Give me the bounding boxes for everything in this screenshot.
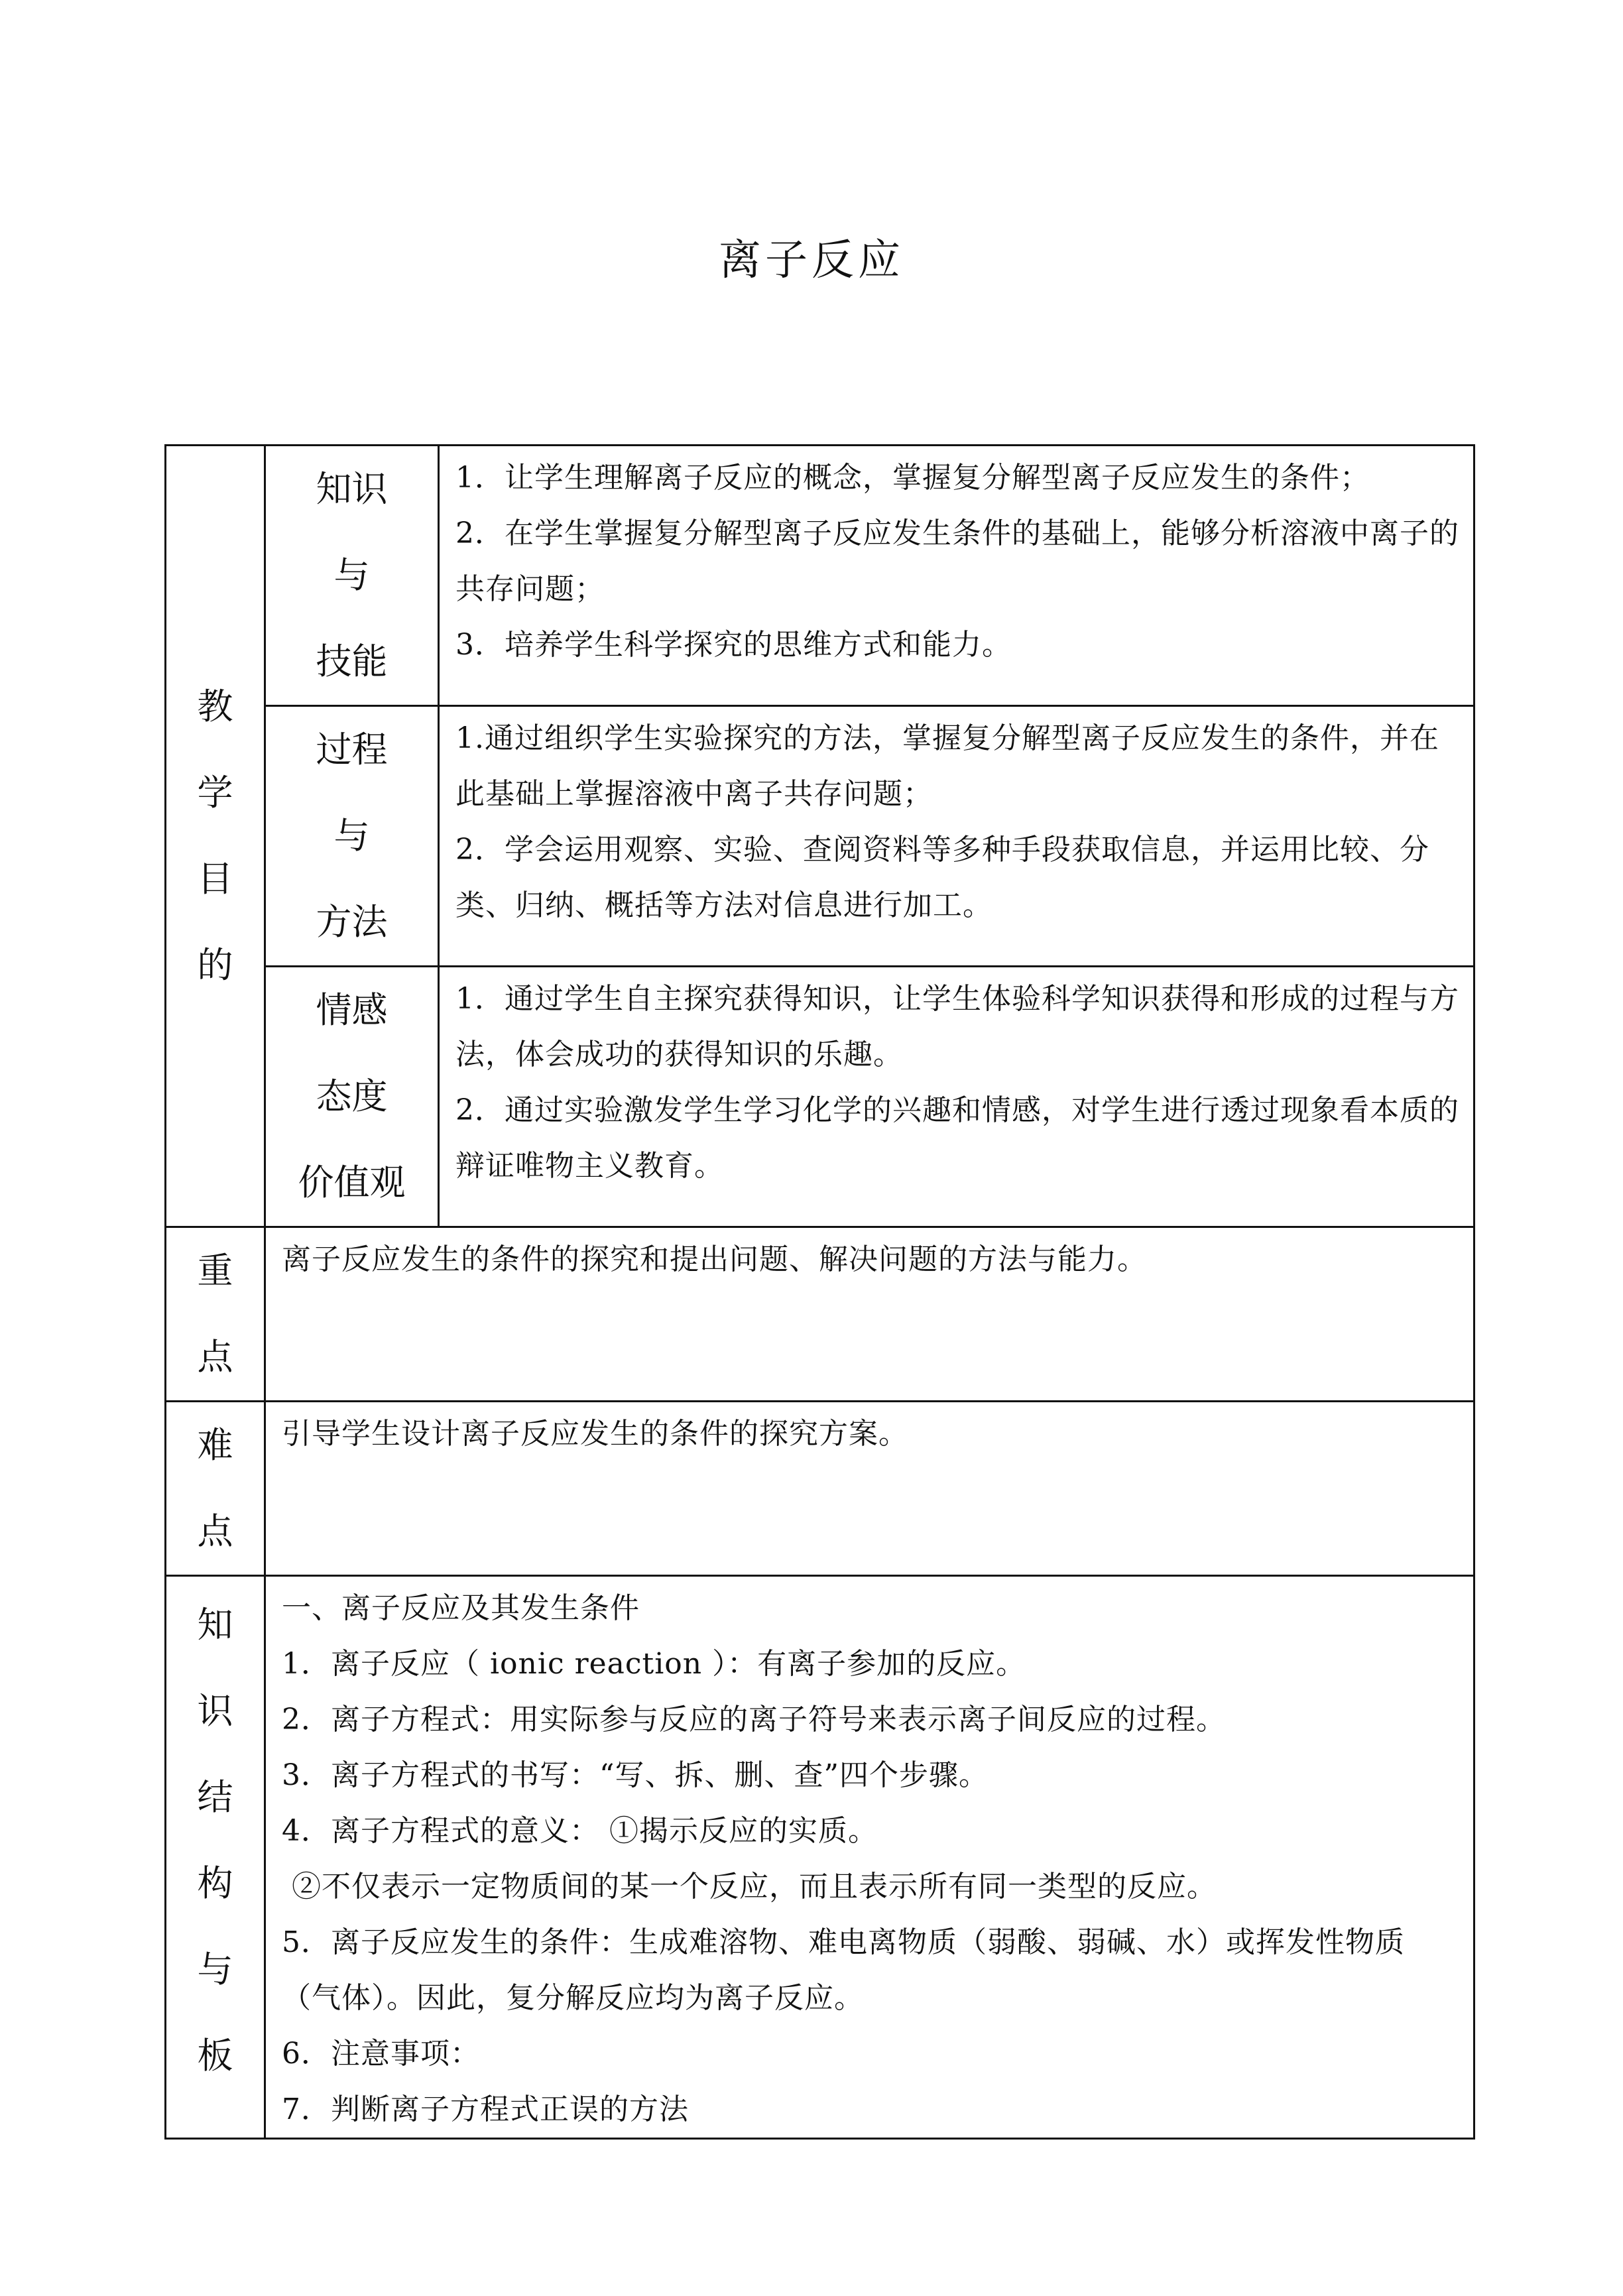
structure-line: 3．离子方程式的书写：“写、拆、删、查”四个步骤。 [282,1758,989,1792]
objective-row-process [166,706,1474,967]
structure-line: 4．离子方程式的意义： ①揭示反应的实质。 [282,1814,878,1848]
objective-item: 2．学会运用观察、实验、查阅资料等多种手段获取信息，并运用比较、分类、归纳、概括等方法对信息进行加工。 [455,833,1429,922]
structure-line: 1．离子反应（ ionic reaction ）：有离子参加的反应。 [282,1647,1026,1681]
objective-row-attitude [166,967,1474,1227]
difficulty-label: 难 点 [166,1402,265,1576]
objectives-label-char: 教 [197,686,233,727]
knowledge-skills-label: 知识 与 技能 [265,446,439,706]
knowledge-skills-content [439,446,1474,706]
structure-row [166,1576,1474,2139]
focus-label: 重 点 [166,1227,265,1402]
structure-line: 2．离子方程式：用实际参与反应的离子符号来表示离子间反应的过程。 [282,1703,1226,1736]
attitude-values-label: 情感 态度 价值观 [265,967,439,1227]
difficulty-content: 引导学生设计离子反应发生的条件的探究方案。 [265,1402,1474,1576]
objective-item: 1.通过组织学生实验探究的方法，掌握复分解型离子反应发生的条件，并在此基础上掌握溶液中离子共存问题； [455,721,1439,811]
structure-line: 5．离子反应发生的条件：生成难溶物、难电离物质（弱酸、弱碱、水）或挥发性物质（气体）。因此，复分解反应均为离子反应。 [282,1925,1405,2015]
process-methods-content [439,706,1474,967]
difficulty-row [166,1402,1474,1576]
objective-item: 1．通过学生自主探究获得知识，让学生体验科学知识获得和形成的过程与方法，体会成功的获得知识的乐趣。 [455,982,1459,1071]
attitude-values-content [439,967,1474,1227]
objective-item: 1．让学生理解离子反应的概念，掌握复分解型离子反应发生的条件； [455,461,1370,495]
objectives-label [166,446,265,1227]
structure-line: 6．注意事项： [282,2037,480,2071]
process-methods-label: 过程 与 方法 [265,706,439,967]
objective-item: 2．通过实验激发学生学习化学的兴趣和情感，对学生进行透过现象看本质的辩证唯物主义教育。 [455,1093,1459,1183]
objectives-label-char: 学 [197,772,233,814]
focus-content: 离子反应发生的条件的探究和提出问题、解决问题的方法与能力。 [265,1227,1474,1402]
objective-item: 3．培养学生科学探究的思维方式和能力。 [455,628,1012,662]
objectives-label-char: 目 [197,858,233,900]
structure-content [265,1576,1474,2139]
objectives-label-char: 的 [197,944,233,986]
structure-label: 知 识 结 构 与 板 [166,1576,265,2139]
objective-item: 2．在学生掌握复分解型离子反应发生条件的基础上，能够分析溶液中离子的共存问题； [455,516,1459,606]
structure-line: 7．判断离子方程式正误的方法 [282,2092,689,2126]
objective-row-knowledge [166,446,1474,706]
focus-row [166,1227,1474,1402]
structure-line: ②不仅表示一定物质间的某一个反应，而且表示所有同一类型的反应。 [282,1870,1217,1903]
lesson-plan-table [164,444,1475,2140]
structure-line: 一、离子反应及其发生条件 [282,1591,640,1625]
page-title: 离子反应 [719,236,904,285]
